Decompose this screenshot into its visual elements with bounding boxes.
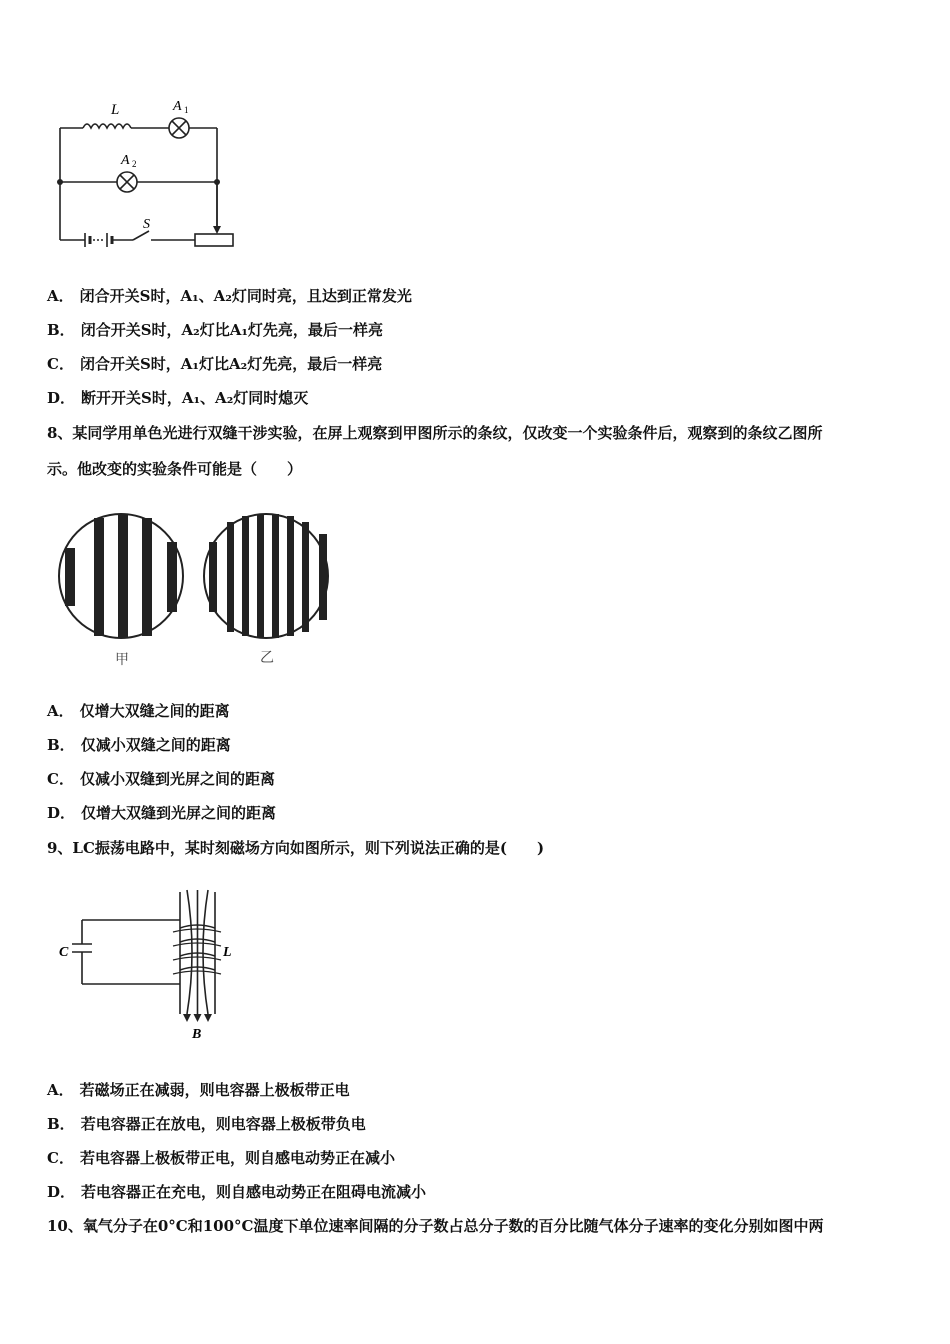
- q8-stem-line1: 8、某同学用单色光进行双缝干涉实验，在屏上观察到甲图所示的条纹，仅改变一个实验条件后，观察到的条纹乙图所: [47, 424, 823, 442]
- label-B: B: [192, 1027, 202, 1042]
- q8-option-b[interactable]: B． 仅减小双缝之间的距离: [47, 736, 231, 754]
- label-A2-sub: 2: [132, 159, 137, 169]
- label-A1-sub: 1: [184, 105, 189, 115]
- q9-option-a[interactable]: A． 若磁场正在减弱，则电容器上极板带正电: [47, 1081, 350, 1099]
- q9-option-c[interactable]: C． 若电容器上极板带正电，则自感电动势正在减小: [47, 1149, 395, 1167]
- q9-lc-circuit-figure: [55, 880, 255, 1045]
- q8-interference-figure: [55, 496, 345, 676]
- q9-option-d[interactable]: D． 若电容器正在充电，则自感电动势正在阻碍电流减小: [47, 1183, 427, 1201]
- label-jia: 甲: [115, 653, 129, 668]
- q7-option-b[interactable]: B． 闭合开关S时，A₂灯比A₁灯先亮，最后一样亮: [47, 321, 383, 339]
- q10-stem: 10、氧气分子在0°C和100°C温度下单位速率间隔的分子数占总分子数的百分比随气体分子速率的变化分别如图中两: [47, 1217, 824, 1235]
- q7-option-d[interactable]: D． 断开开关S时，A₁、A₂灯同时熄灭: [47, 389, 309, 407]
- q9-option-b[interactable]: B． 若电容器正在放电，则电容器上极板带负电: [47, 1115, 366, 1133]
- label-A1: A: [173, 99, 182, 114]
- label-C: C: [59, 945, 69, 960]
- q7-circuit-diagram: [45, 92, 245, 257]
- q8-stem-line2: 示。他改变的实验条件可能是（ ）: [47, 460, 303, 478]
- q8-option-c[interactable]: C． 仅减小双缝到光屏之间的距离: [47, 770, 275, 788]
- q9-stem: 9、LC振荡电路中，某时刻磁场方向如图所示，则下列说法正确的是( ): [47, 839, 545, 857]
- q7-option-c[interactable]: C． 闭合开关S时，A₁灯比A₂灯先亮，最后一样亮: [47, 355, 383, 373]
- label-S: S: [143, 217, 150, 232]
- label-L: L: [111, 102, 120, 118]
- q8-option-d[interactable]: D． 仅增大双缝到光屏之间的距离: [47, 804, 277, 822]
- label-yi: 乙: [260, 651, 274, 666]
- label-L: L: [223, 945, 232, 960]
- q7-option-a[interactable]: A． 闭合开关S时，A₁、A₂灯同时亮，且达到正常发光: [47, 287, 412, 305]
- q8-option-a[interactable]: A． 仅增大双缝之间的距离: [47, 702, 230, 720]
- label-A2: A: [121, 153, 130, 168]
